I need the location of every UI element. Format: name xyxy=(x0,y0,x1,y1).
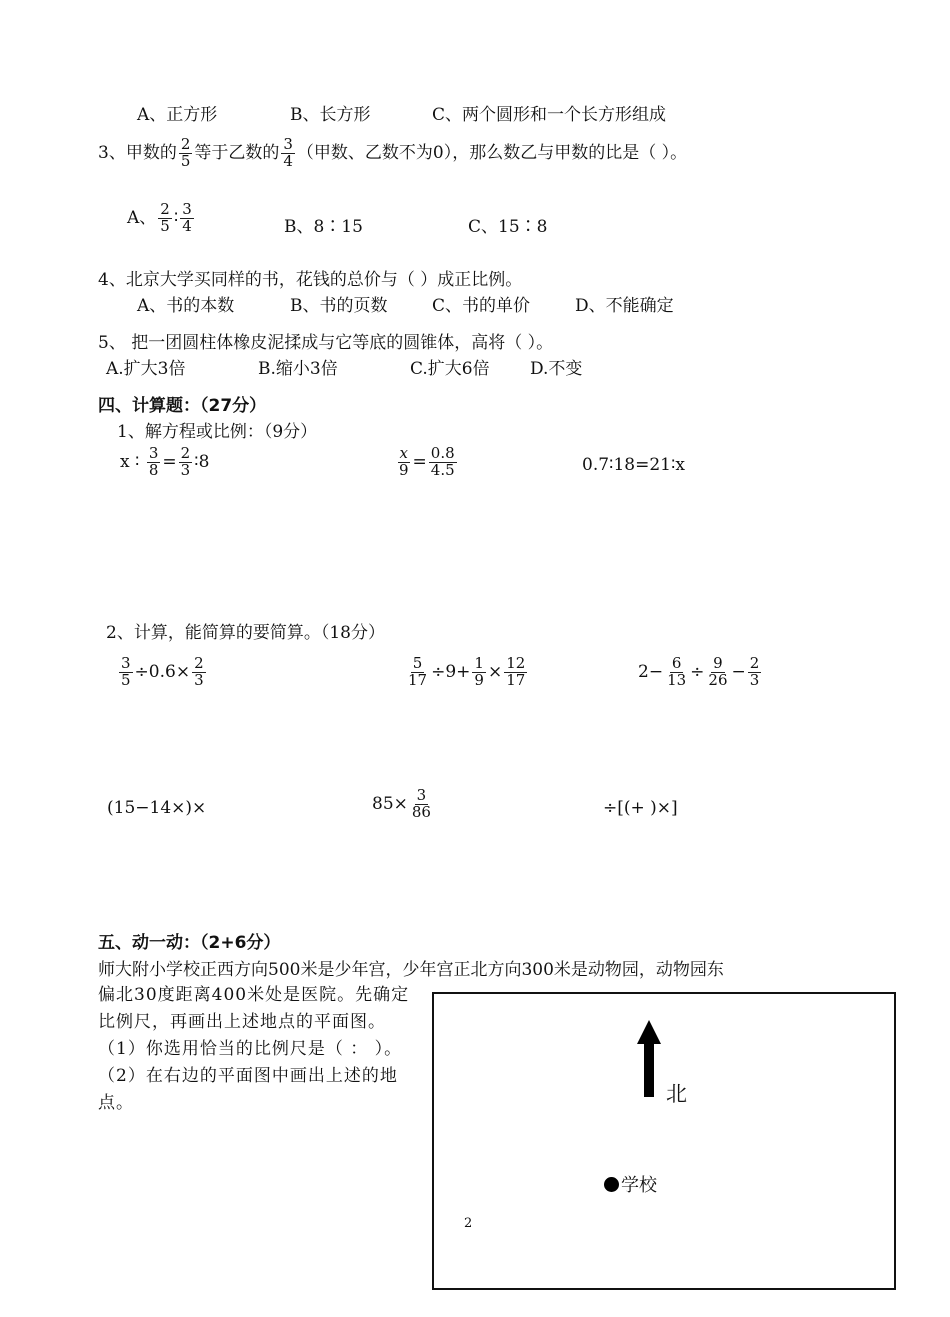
section5-question-2: （2）在右边的平面图中画出上述的地点。 xyxy=(98,1066,398,1113)
north-arrow-shaft xyxy=(644,1043,654,1097)
section5-line1: 师大附小学校正西方向500米是少年宫，少年宫正北方向300米是动物园，动物园东 xyxy=(98,960,724,980)
q4-stem: 4、北京大学买同样的书，花钱的总价与（ ）成正比例。 xyxy=(98,270,523,290)
section5-question-1: （1）你选用恰当的比例尺是（ ： ）。 xyxy=(98,1039,403,1059)
section4-sub1: 1、解方程或比例：（9分） xyxy=(117,422,318,442)
q5-option-d: D.不变 xyxy=(530,359,583,379)
calc-5: 85× $\frac{3}{86}$ xyxy=(372,786,431,821)
q2-option-c: C、两个圆形和一个长方形组成 xyxy=(432,105,667,125)
q4-option-c: C、书的单价 xyxy=(432,296,531,316)
map-canvas[interactable] xyxy=(432,992,896,1290)
school-marker: 学校 xyxy=(604,1171,657,1197)
north-label: 北 xyxy=(666,1082,687,1106)
q4-option-d: D、不能确定 xyxy=(575,296,674,316)
north-arrow-icon xyxy=(637,1020,661,1044)
q5-option-c: C.扩大6倍 xyxy=(410,359,490,379)
q4-option-a: A、书的本数 xyxy=(137,296,235,316)
q3-option-b: B、8∶15 xyxy=(284,217,363,237)
q4-option-b: B、书的页数 xyxy=(290,296,388,316)
q3-stem: 3、甲数的 $\frac{2}{5}$ 等于乙数的 $\frac{3}{4}$ （甲数、乙数不为0），那么数乙与甲数的比是（ ）。 xyxy=(98,135,688,170)
section5-title: 五、动一动：（2+6分） xyxy=(98,933,281,953)
equation-2: $\frac{x}{9}$ = $\frac{0.8}{4.5}$ xyxy=(399,444,455,479)
calc-3: 2− $\frac{6}{13}$ ÷ $\frac{9}{26}$ − $\frac{2}{3}$ xyxy=(638,654,760,689)
section4-sub2: 2、计算，能简算的要简算。（18分） xyxy=(106,623,385,643)
q3-fraction-1: $\frac{2}{5}$ xyxy=(180,135,191,170)
calc-4: (15−14×)× xyxy=(107,798,207,818)
q5-stem: 5、 把一团圆柱体橡皮泥揉成与它等底的圆锥体，高将（ ）。 xyxy=(98,333,554,353)
q2-option-a: A、正方形 xyxy=(137,105,218,125)
section4-title: 四、计算题：（27分） xyxy=(98,396,267,416)
equation-1: x ∶ $\frac{3}{8}$ = $\frac{2}{3}$ ∶8 xyxy=(120,444,210,479)
calc-2: $\frac{5}{17}$ ÷9+ $\frac{1}{9}$ × $\frac{12}{17}$ xyxy=(408,654,526,689)
calc-1: $\frac{3}{5}$ ÷0.6× $\frac{2}{3}$ xyxy=(121,654,204,689)
page-number: 2 xyxy=(464,1216,473,1231)
section5-paragraph: 偏北30度距离400米处是医院。先确定比例尺，再画出上述地点的平面图。 （1）你选用恰当的比例尺是（ ： ）。 （2）在右边的平面图中画出上述的地点。 xyxy=(98,982,420,1117)
equation-3: 0.7∶18=21∶x xyxy=(582,455,685,475)
school-dot-icon xyxy=(604,1177,619,1192)
q2-option-b: B、长方形 xyxy=(290,105,371,125)
q3-fraction-2: $\frac{3}{4}$ xyxy=(283,135,293,170)
calc-6: ÷[(+ )×] xyxy=(603,798,678,818)
q5-option-a: A.扩大3倍 xyxy=(106,359,186,379)
q5-option-b: B.缩小3倍 xyxy=(258,359,338,379)
q3-option-c: C、15∶8 xyxy=(468,217,548,237)
q3-option-a: A、 $\frac{2}{5}$ ∶ $\frac{3}{4}$ xyxy=(127,200,192,235)
